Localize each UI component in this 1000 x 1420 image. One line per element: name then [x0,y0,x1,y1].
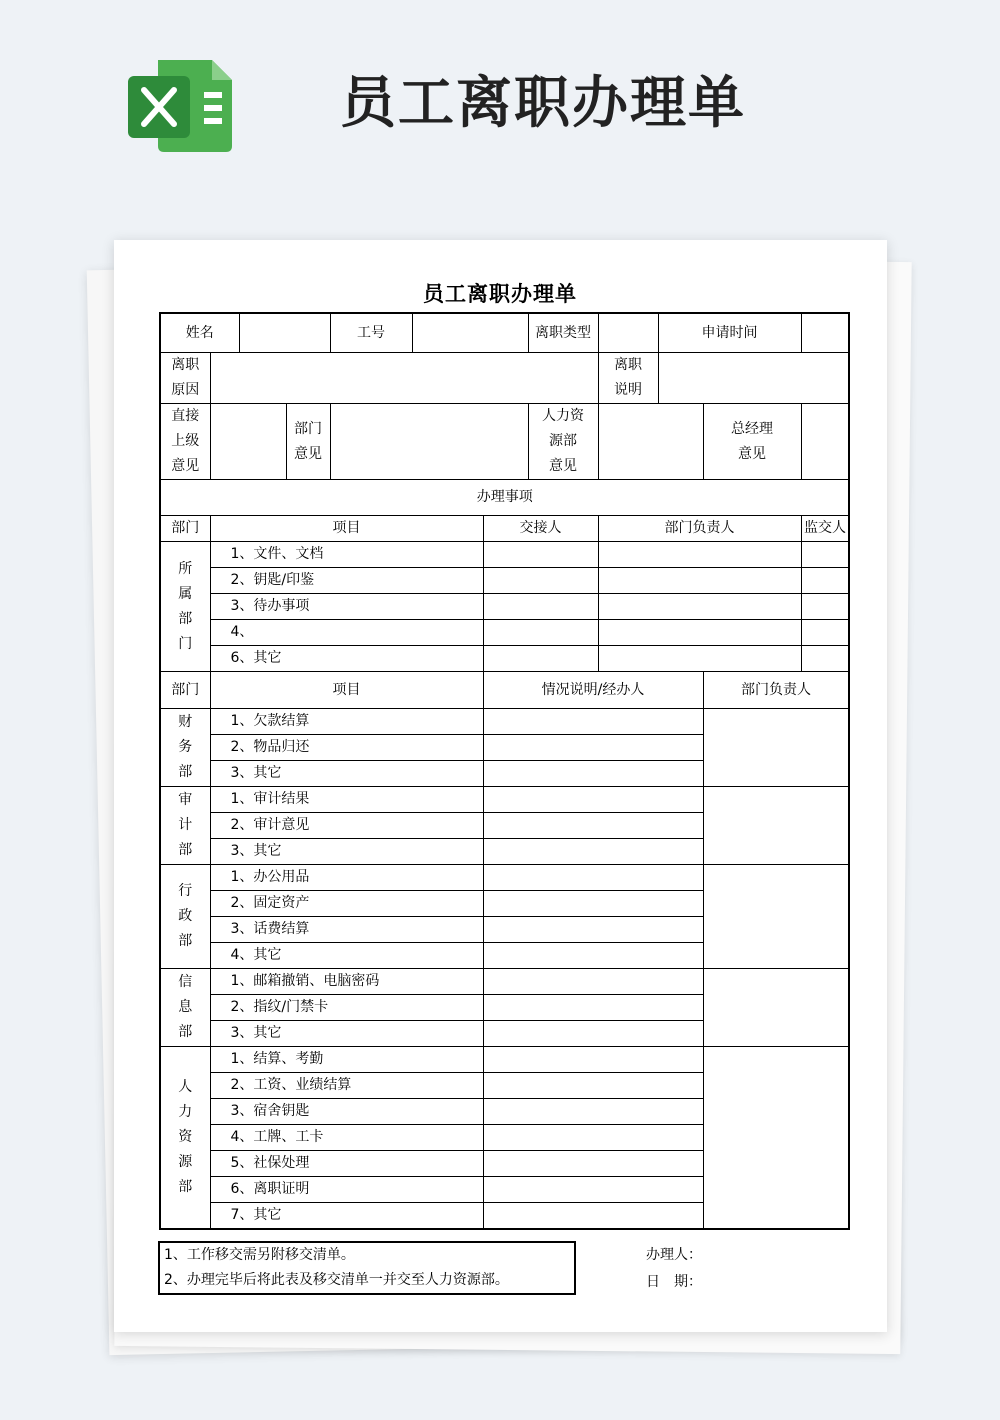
status-cell[interactable] [483,995,703,1021]
item-label: 6、离职证明 [210,1177,483,1203]
dept-char: 部 [178,1179,193,1195]
excel-icon [128,60,232,152]
gm-opinion-field[interactable] [801,404,849,480]
supervisor-cell[interactable] [801,542,849,568]
label-line: 意见 [549,458,577,474]
supervisor-cell[interactable] [801,594,849,620]
handover-cell[interactable] [483,646,598,672]
dept-head-cell[interactable] [598,594,801,620]
dept-char: 源 [178,1154,193,1170]
status-cell[interactable] [483,943,703,969]
item-label: 1、结算、考勤 [210,1047,483,1073]
status-cell[interactable] [483,891,703,917]
handover-cell[interactable] [483,542,598,568]
dept-info [160,969,210,1047]
col-header-dept: 部门 [160,516,210,542]
dept-head-cell[interactable] [598,646,801,672]
hr-opinion-label [528,404,598,480]
apply-date-field[interactable] [801,313,849,353]
status-cell[interactable] [483,1099,703,1125]
apply-date-label: 申请时间 [658,313,801,353]
item-label: 4、工牌、工卡 [210,1125,483,1151]
dept-char: 力 [178,1104,193,1120]
status-cell[interactable] [483,787,703,813]
label-line: 部门 [294,420,322,437]
name-field[interactable] [239,313,330,353]
dept-char: 行 [178,883,193,899]
handover-cell[interactable] [483,620,598,646]
item-label: 3、其它 [210,839,483,865]
label-line: 直接 [171,408,200,424]
banner-title: 员工离职办理单 [340,71,746,136]
employee-id-label: 工号 [330,313,412,353]
gm-opinion-label [703,404,801,480]
col-header-item: 项目 [210,672,483,709]
status-cell[interactable] [483,1177,703,1203]
dept-head-cell[interactable] [703,787,849,865]
col-header-handover: 交接人 [483,516,598,542]
label-line: 人力资 [542,408,584,424]
note-line: 1、工作移交需另附移交清单。 [164,1247,355,1263]
dept-char: 门 [178,635,193,652]
dept-finance [160,709,210,787]
item-label: 3、宿舍钥匙 [210,1099,483,1125]
col-header-dept-head: 部门负责人 [598,516,801,542]
item-label: 3、其它 [210,761,483,787]
dept-head-cell[interactable] [703,1047,849,1230]
dept-char: 信 [178,974,193,990]
label-line: 意见 [171,458,200,474]
handover-cell[interactable] [483,568,598,594]
item-label: 1、审计结果 [210,787,483,813]
dept-hr [160,1047,210,1230]
supervisor-cell[interactable] [801,620,849,646]
item-label: 1、文件、文档 [210,542,483,568]
name-label: 姓名 [160,313,239,353]
section-title: 办理事项 [160,480,849,516]
status-cell[interactable] [483,917,703,943]
handover-cell[interactable] [483,594,598,620]
item-label: 3、其它 [210,1021,483,1047]
status-cell[interactable] [483,709,703,735]
col-header-supervisor: 监交人 [801,516,849,542]
item-label: 1、欠款结算 [210,709,483,735]
dept-char: 部 [178,1024,193,1040]
col-header-item: 项目 [210,516,483,542]
dept-opinion-label [286,404,330,480]
status-cell[interactable] [483,1047,703,1073]
reason-field[interactable] [210,353,598,404]
dept-char: 计 [178,817,193,833]
supervisor-cell[interactable] [801,646,849,672]
dept-admin [160,865,210,969]
dept-head-cell[interactable] [703,865,849,969]
reason-label [160,353,210,404]
dept-char: 务 [178,739,193,755]
label-line: 意见 [294,445,322,462]
superior-opinion-field[interactable] [210,404,286,480]
item-label: 1、邮箱撤销、电脑密码 [210,969,483,995]
dept-char: 部 [178,842,193,858]
dept-audit [160,787,210,865]
col-header-status: 情况说明/经办人 [483,672,703,709]
item-label: 5、社保处理 [210,1151,483,1177]
item-label: 3、话费结算 [210,917,483,943]
dept-opinion-field[interactable] [330,404,528,480]
dept-head-cell[interactable] [703,969,849,1047]
label-line: 上级 [171,433,200,449]
dept-char: 部 [178,933,193,949]
notes-box [158,1241,576,1295]
dept-char: 资 [178,1129,193,1145]
item-label: 4、 [210,620,483,646]
item-label: 2、物品归还 [210,735,483,761]
item-label: 6、其它 [210,646,483,672]
handler-date-label: 日 期： [646,1274,702,1290]
dept-char: 息 [178,999,193,1015]
item-label: 7、其它 [210,1203,483,1230]
dept-head-cell[interactable] [703,709,849,787]
status-cell[interactable] [483,1203,703,1230]
status-cell[interactable] [483,761,703,787]
status-cell[interactable] [483,969,703,995]
status-cell[interactable] [483,1151,703,1177]
dept-own [160,542,210,672]
col-header-dept-head: 部门负责人 [703,672,849,709]
resign-type-label: 离职类型 [528,313,598,353]
dept-char: 政 [178,908,193,924]
dept-char: 部 [178,764,193,780]
dept-head-cell[interactable] [598,542,801,568]
label-line: 总经理 [731,420,773,437]
hr-opinion-field[interactable] [598,404,703,480]
dept-char: 财 [178,714,193,730]
resign-type-field[interactable] [598,313,658,353]
status-cell[interactable] [483,813,703,839]
explain-field[interactable] [658,353,849,404]
explain-label [598,353,658,404]
employee-id-field[interactable] [412,313,528,353]
label-line: 说明 [614,382,642,398]
status-cell[interactable] [483,865,703,891]
dept-char: 审 [178,792,193,808]
dept-char: 所 [178,560,193,577]
dept-head-cell[interactable] [598,620,801,646]
label-line: 源部 [549,433,577,449]
handler-label: 办理人： [646,1247,702,1263]
item-label: 2、固定资产 [210,891,483,917]
supervisor-cell[interactable] [801,568,849,594]
item-label: 2、审计意见 [210,813,483,839]
dept-char: 属 [178,585,193,602]
label-line: 意见 [738,445,766,462]
note-line: 2、办理完毕后将此表及移交清单一并交至人力资源部。 [164,1272,509,1288]
form-title: 员工离职办理单 [423,282,577,306]
item-label: 2、指纹/门禁卡 [210,995,483,1021]
col-header-dept: 部门 [160,672,210,709]
handler-block [646,1242,702,1296]
item-label: 1、办公用品 [210,865,483,891]
dept-char: 部 [178,610,193,627]
item-label: 2、钥匙/印鉴 [210,568,483,594]
item-label: 2、工资、业绩结算 [210,1073,483,1099]
dept-head-cell[interactable] [598,568,801,594]
item-label: 3、待办事项 [210,594,483,620]
status-cell[interactable] [483,1021,703,1047]
label-line: 离职 [614,357,642,373]
label-line: 离职 [171,357,200,373]
status-cell[interactable] [483,1073,703,1099]
dept-char: 人 [178,1079,193,1095]
status-cell[interactable] [483,1125,703,1151]
label-line: 原因 [171,382,200,398]
status-cell[interactable] [483,839,703,865]
resignation-form-table [159,312,850,1230]
item-label: 4、其它 [210,943,483,969]
status-cell[interactable] [483,735,703,761]
superior-label [160,404,210,480]
